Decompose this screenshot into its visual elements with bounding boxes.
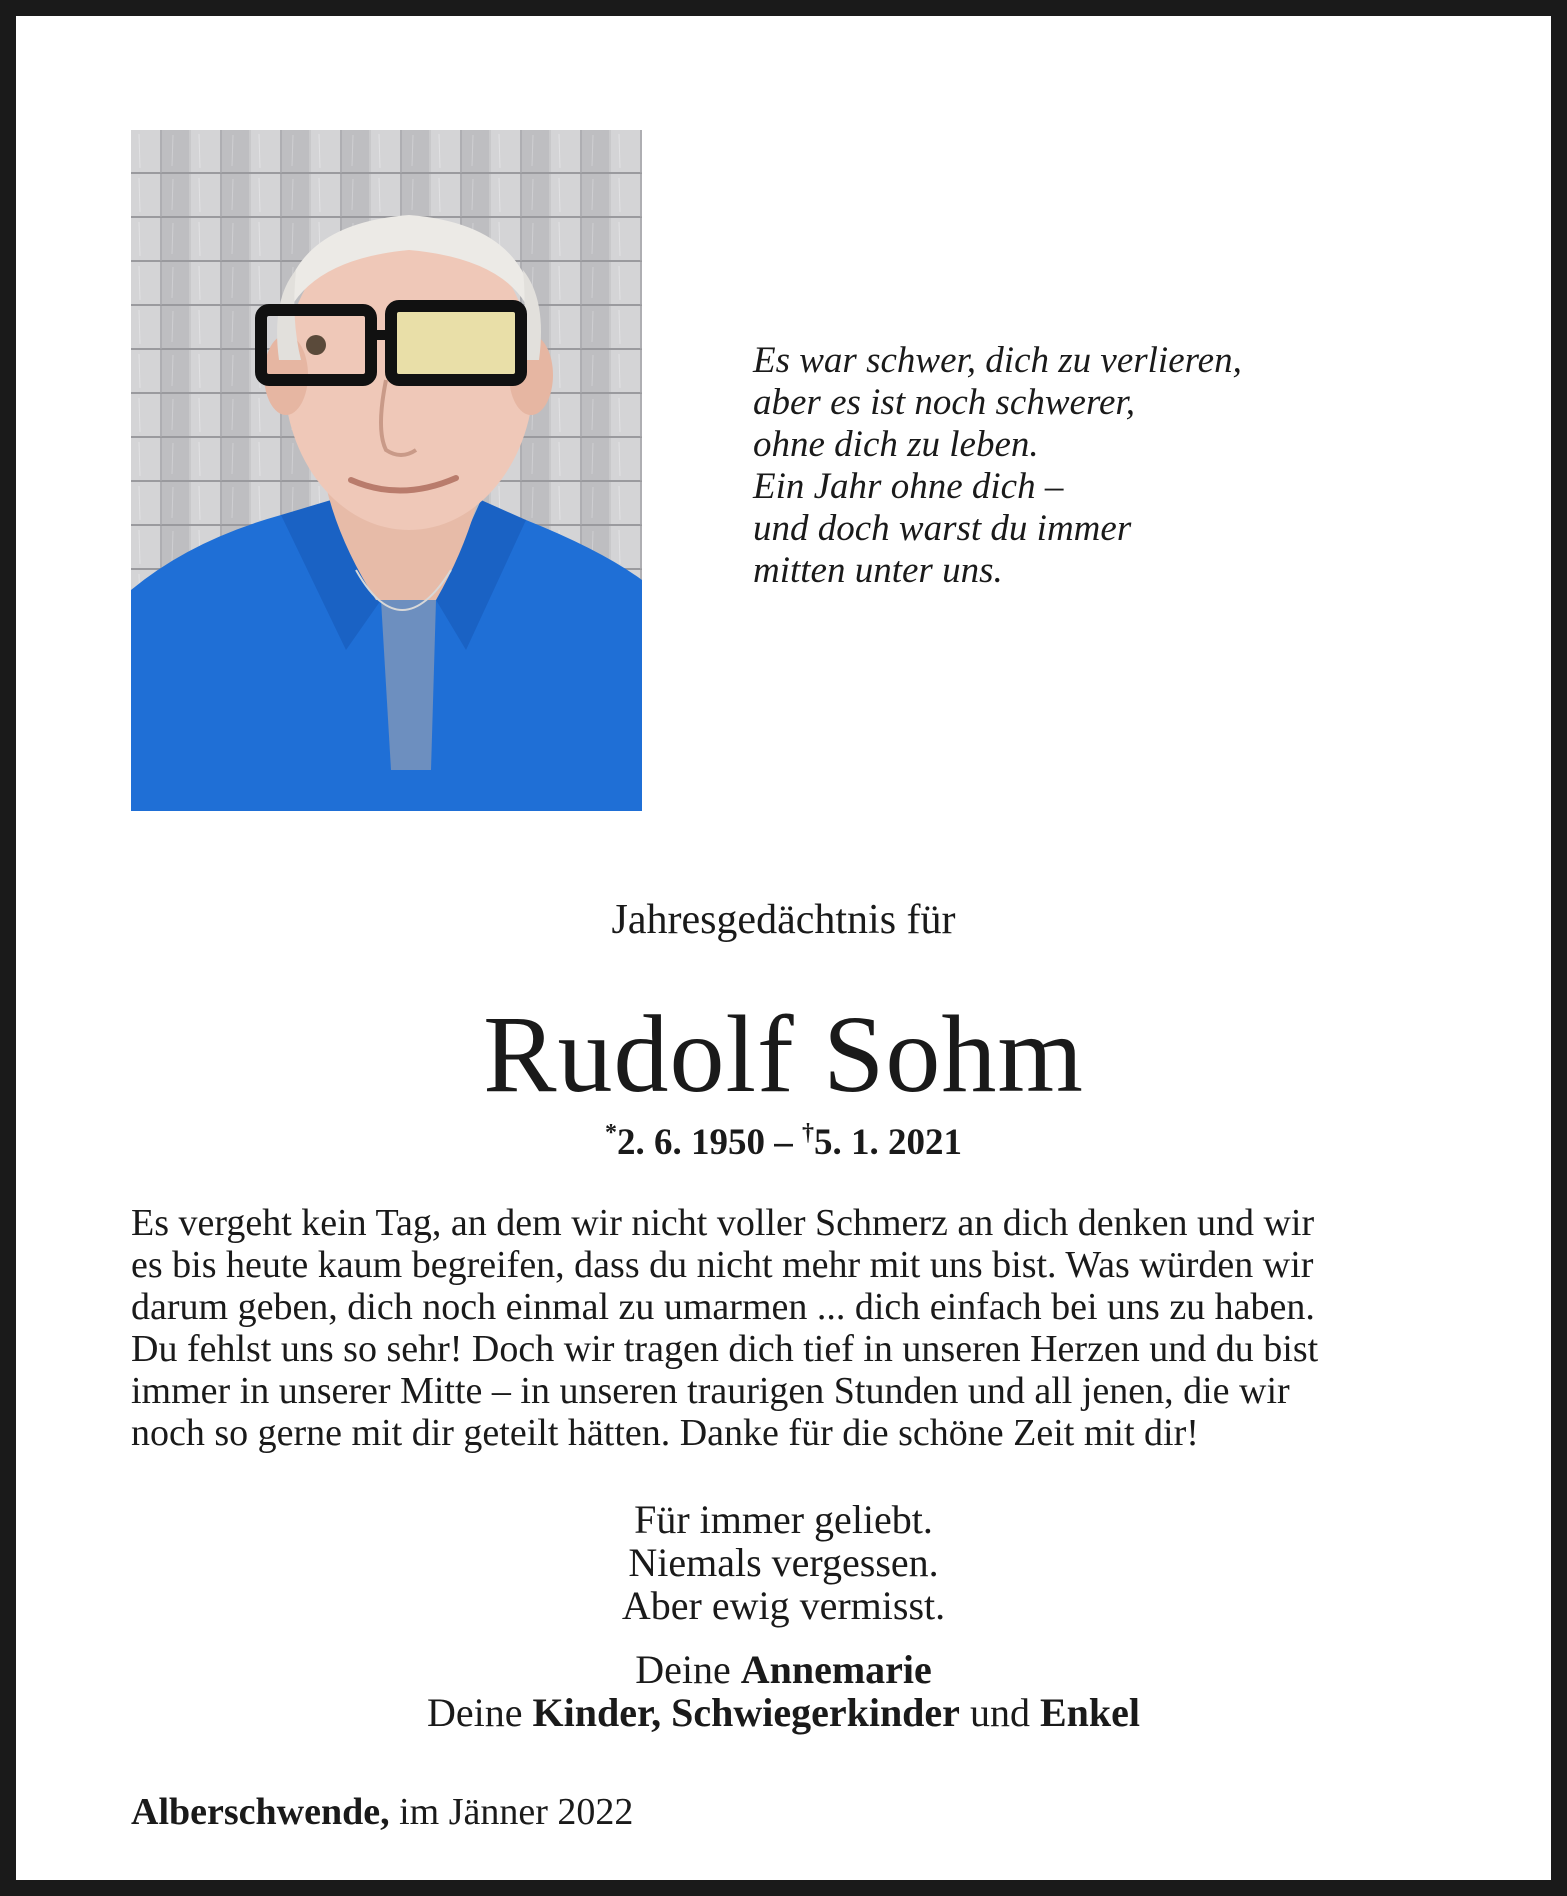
text-line: es bis heute kaum begreifen, dass du nicht mehr mit uns bist. Was würden wir — [131, 1244, 1314, 1286]
deceased-name: Rudolf Sohm — [483, 993, 1084, 1115]
poem-line: mitten unter uns. — [753, 550, 1003, 591]
death-date: 5. 1. 2021 — [814, 1122, 962, 1163]
text-line: darum geben, dich noch einmal zu umarmen ... dich einfach bei uns zu haben. — [131, 1286, 1315, 1328]
text-line: Du fehlst uns so sehr! Doch wir tragen dich tief in unseren Herzen und du bist — [131, 1328, 1319, 1370]
date-separator: – — [765, 1122, 802, 1163]
text-line: immer in unserer Mitte – in unseren traurigen Stunden und all jenen, die wir — [131, 1370, 1290, 1412]
signer-line-2 — [0, 1691, 1567, 1734]
signer-grandchildren: Enkel — [1039, 1690, 1140, 1735]
signer-children: Kinder, Schwiegerkinder — [532, 1690, 960, 1735]
signer-spouse: Annemarie — [740, 1647, 932, 1692]
place-town: Alberschwende, — [131, 1791, 390, 1833]
closing-line: Niemals vergessen. — [628, 1540, 939, 1585]
birth-date: 2. 6. 1950 — [617, 1122, 765, 1163]
memorial-intro: Jahresgedächtnis für — [611, 897, 956, 943]
place-date: im Jänner 2022 — [389, 1791, 634, 1833]
signers — [0, 1648, 1567, 1734]
poem-line: und doch warst du immer — [753, 508, 1132, 549]
poem-line: ohne dich zu leben. — [753, 424, 1039, 465]
poem-line: Ein Jahr ohne dich – — [753, 466, 1064, 507]
signer-and: und — [959, 1690, 1040, 1735]
signer-prefix: Deine — [635, 1647, 741, 1692]
portrait-photo — [131, 130, 642, 811]
place-and-date — [131, 1790, 633, 1834]
closing-line: Aber ewig vermisst. — [621, 1583, 946, 1628]
birth-symbol: * — [605, 1120, 617, 1146]
closing-words — [0, 1498, 1567, 1627]
signer-line-1 — [0, 1648, 1567, 1691]
text-line: noch so gerne mit dir geteilt hätten. Danke für die schöne Zeit mit dir! — [131, 1412, 1199, 1454]
poem-line: Es war schwer, dich zu verlieren, — [753, 340, 1242, 381]
signer-prefix: Deine — [427, 1690, 533, 1735]
memorial-text — [131, 1202, 1441, 1454]
closing-line: Für immer geliebt. — [634, 1497, 933, 1542]
poem-line: aber es ist noch schwerer, — [753, 382, 1135, 423]
death-symbol: † — [802, 1120, 814, 1146]
text-line: Es vergeht kein Tag, an dem wir nicht voller Schmerz an dich denken und wir — [131, 1202, 1315, 1244]
memorial-poem — [753, 340, 1453, 592]
life-dates — [0, 1120, 1567, 1164]
